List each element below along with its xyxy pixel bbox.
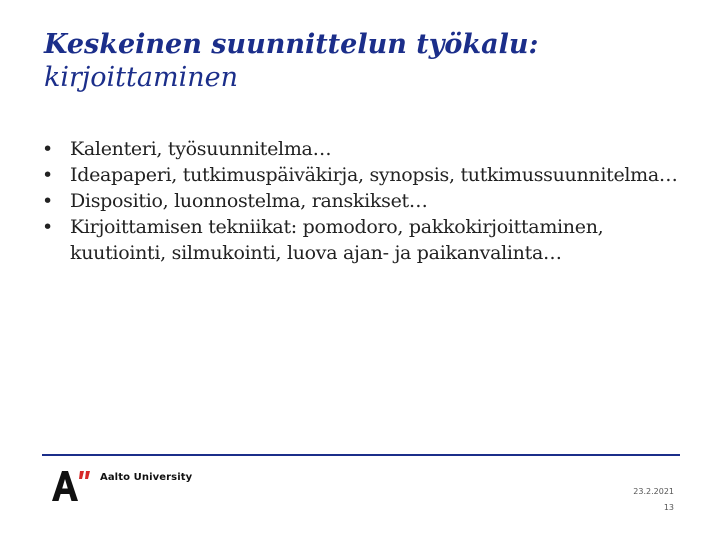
slide-date: 23.2.2021	[633, 487, 674, 496]
bullet-marker: •	[42, 190, 53, 212]
slide-title-main: Keskeinen suunnittelun työkalu:	[44, 29, 539, 60]
page-number: 13	[663, 503, 674, 512]
bullet-text: Ideapaperi, tutkimuspäiväkirja, synopsis, tutkimussuunnitelma…	[70, 164, 678, 186]
bullet-marker: •	[42, 138, 53, 160]
bullet-marker: •	[42, 216, 53, 238]
aalto-logo-text: Aalto University	[100, 472, 193, 483]
slide-title-sub: kirjoittaminen	[44, 62, 238, 93]
bullet-marker: •	[42, 164, 53, 186]
bullet-item	[42, 188, 692, 214]
bullet-list	[42, 136, 692, 266]
slide-title	[44, 28, 684, 94]
bullet-item	[42, 214, 692, 266]
bullet-text: Kirjoittamisen tekniikat: pomodoro, pakkokirjoittaminen, kuutiointi, silmukointi, luova ajan- ja paikanvalinta…	[70, 216, 604, 264]
bullet-item	[42, 136, 692, 162]
bullet-text: Kalenteri, työsuunnitelma…	[70, 138, 332, 160]
bullet-item	[42, 162, 692, 188]
aalto-logo	[50, 468, 192, 508]
aalto-a-logo-icon	[50, 468, 94, 502]
slide-meta	[633, 484, 674, 516]
footer-divider	[42, 454, 680, 456]
bullet-text: Dispositio, luonnostelma, ranskikset…	[70, 190, 428, 212]
